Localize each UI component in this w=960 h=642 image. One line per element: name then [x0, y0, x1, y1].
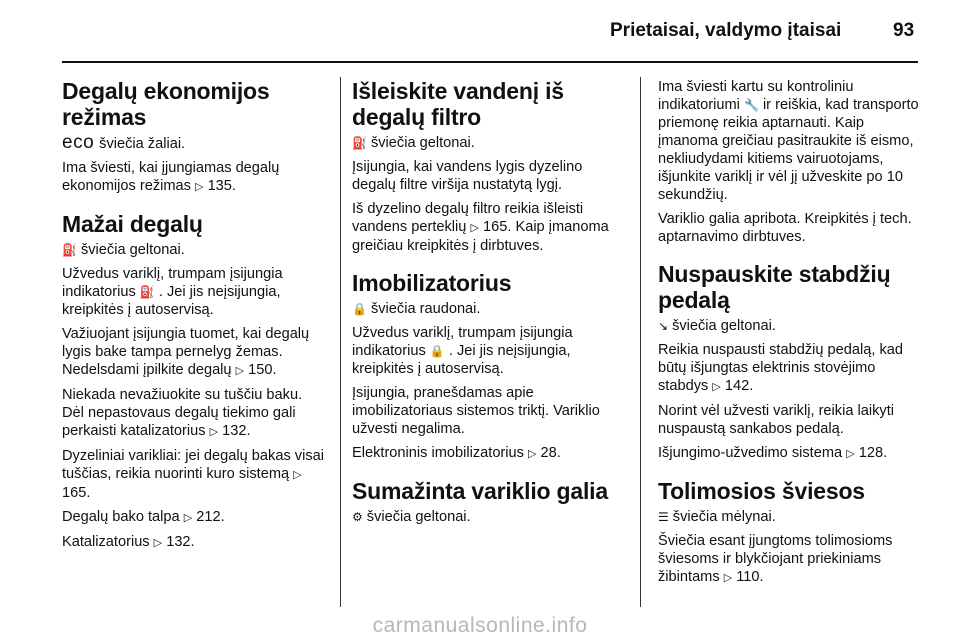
brake-pedal-icon: ↘ [658, 319, 669, 333]
page-header-title: Prietaisai, valdymo įtaisai [610, 20, 842, 41]
page-number: 93 [893, 20, 915, 41]
paragraph: Įsijungia, pranešdamas apie imobilizatoriaus sistemos triktį. Variklio užvesti negalima. [352, 385, 600, 437]
column-divider-2 [640, 77, 641, 607]
engine-power-icon: ⚙ [352, 510, 363, 524]
fuel-water-icon: ⛽ [352, 136, 367, 150]
column-3 [658, 78, 924, 593]
paragraph: Niekada nevažiuokite su tuščiu baku. Dėl nepastovaus degalų tiekimo gali perkaisti katalizatorius ▷ 132. [62, 387, 303, 439]
column-1 [62, 78, 326, 558]
paragraph: Norint vėl užvesti variklį, reikia laikyti nuspaustą sankabos pedalą. [658, 403, 894, 437]
page-ref-icon: ▷ [183, 512, 193, 524]
paragraph: Įsijungia, kai vandens lygis dyzelino degalų filtre viršija nustatytą lygį. [352, 159, 583, 193]
service-vehicle-icon: 🔧 [743, 98, 759, 112]
page-ref-icon: ▷ [470, 222, 479, 234]
paragraph: Šviečia esant įjungtoms tolimosioms šviesoms ir blykčiojant priekiniams žibintams ▷ 110. [658, 533, 893, 585]
section-heading-water-in-fuel: Išleiskite vandenį iš degalų filtro [352, 78, 564, 130]
column-2 [352, 78, 624, 532]
page-ref-icon: ▷ [723, 572, 733, 584]
paragraph: Užvedus variklį, trumpam įsijungia indikatorius ⛽ . Jei jis neįsijungia, kreipkitės į autoservisą. [62, 266, 283, 318]
paragraph: ⛽ šviečia geltonai. [352, 135, 475, 151]
page-ref-icon: ▷ [712, 381, 721, 393]
eco-icon: eco [62, 132, 95, 153]
paragraph: Dyzeliniai varikliai: jei degalų bakas visai tuščias, reikia nuorinti kuro sistemą ▷ 165. [62, 448, 324, 501]
paragraph: Ima šviesti, kai įjungiamas degalų ekonomijos režimas ▷ 135. [62, 160, 280, 194]
paragraph: ☰ šviečia mėlynai. [658, 509, 776, 525]
paragraph: 🔒 šviečia raudonai. [352, 301, 481, 317]
page-ref-icon: ▷ [528, 448, 537, 460]
section-heading-brake-pedal: Nuspauskite stabdžių pedalą [658, 261, 891, 313]
paragraph: Variklio galia apribota. Kreipkitės į tech. aptarnavimo dirbtuves. [658, 211, 912, 245]
high-beam-icon: ☰ [658, 510, 669, 524]
paragraph: Išjungimo-užvedimo sistema ▷ 128. [658, 445, 888, 461]
paragraph: Važiuojant įsijungia tuomet, kai degalų lygis bake tampa pernelyg žemas. Nedelsdami įpilkite degalų ▷ 150. [62, 326, 310, 378]
page-ref-icon: ▷ [846, 448, 855, 460]
paragraph: ⛽ šviečia geltonai. [62, 242, 185, 258]
page-ref-icon: ▷ [195, 181, 204, 193]
paragraph: Katalizatorius ▷ 132. [62, 534, 195, 550]
section-heading-eco-mode: Degalų ekonomijos režimas [62, 78, 270, 130]
section-heading-immobilizer: Imobilizatorius [352, 270, 512, 296]
section-heading-reduced-power: Sumažinta variklio galia [352, 478, 608, 504]
page-ref-icon: ▷ [209, 426, 219, 438]
page-ref-icon: ▷ [153, 537, 163, 549]
paragraph: Degalų bako talpa ▷ 212. [62, 509, 225, 525]
paragraph: Ima šviesti kartu su kontroliniu indikatoriumi 🔧 ir reiškia, kad transporto priemonę reikia aptarnauti. Kaip įmanoma greičiau pasitraukite iš eismo, nekliudydami kitiems vairuotojams, išjunkite variklį ir vėl jį užveskite po 10 sekundžių. [658, 79, 919, 203]
immobilizer-icon: 🔒 [429, 344, 445, 358]
section-heading-low-fuel: Mažai degalų [62, 211, 203, 237]
paragraph: ⚙ šviečia geltonai. [352, 509, 471, 525]
paragraph: ↘ šviečia geltonai. [658, 318, 776, 334]
section-heading-high-beam: Tolimosios šviesos [658, 478, 865, 504]
column-divider-1 [340, 77, 341, 607]
fuel-pump-icon: ⛽ [62, 243, 77, 257]
fuel-pump-icon: ⛽ [139, 285, 155, 299]
paragraph: Iš dyzelino degalų filtro reikia išleisti vandens perteklių ▷ 165. Kaip įmanoma greičiau kreipkitės į dirbtuves. [352, 201, 609, 254]
immobilizer-icon: 🔒 [352, 302, 367, 316]
page-ref-icon: ▷ [293, 469, 302, 481]
paragraph: eco šviečia žaliai. [62, 132, 186, 153]
header-rule [62, 61, 918, 63]
paragraph: Užvedus variklį, trumpam įsijungia indikatorius 🔒 . Jei jis neįsijungia, kreipkitės į autoservisą. [352, 325, 573, 377]
watermark: carmanualsonline.info [372, 614, 588, 637]
paragraph: Elektroninis imobilizatorius ▷ 28. [352, 445, 561, 461]
paragraph: Reikia nuspausti stabdžių pedalą, kad būtų išjungtas elektrinis stovėjimo stabdys ▷ 142. [658, 342, 904, 394]
page-ref-icon: ▷ [235, 365, 245, 377]
